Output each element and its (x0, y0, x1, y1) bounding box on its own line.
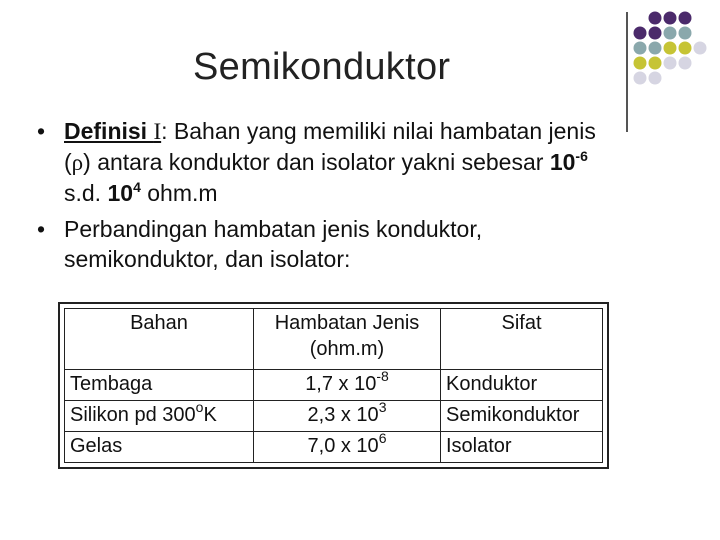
header-hambatan-jenis: Hambatan Jenis (ohm.m) (254, 309, 441, 370)
resistivity-exponent: -8 (376, 368, 389, 384)
range-separator: s.d. (64, 180, 108, 206)
cell-sifat: Konduktor (441, 370, 603, 401)
range-low-exponent: -6 (575, 148, 588, 164)
table-row (65, 401, 603, 432)
decorative-dot (679, 57, 692, 70)
kelvin-unit: K (203, 404, 217, 426)
cell-resistivity (254, 401, 441, 432)
cell-bahan: Tembaga (65, 370, 254, 401)
resistivity-exponent: 3 (378, 399, 387, 415)
bullet-list (34, 116, 604, 280)
cell-bahan (65, 401, 254, 432)
resistivity-table (64, 308, 603, 463)
range-high-base: 10 (107, 180, 134, 206)
table-row (65, 370, 603, 401)
cell-resistivity (254, 432, 441, 463)
range-unit: ohm.m (140, 180, 218, 206)
decorative-dot (649, 72, 662, 85)
page-title: Semikonduktor (193, 46, 451, 88)
table-header-row (65, 309, 603, 370)
decorative-dot (634, 57, 647, 70)
comparison-text: Perbandingan hambatan jenis konduktor, semikonduktor, dan isolator: (64, 216, 483, 272)
definition-term: Definisi (64, 118, 154, 144)
bullet-dot: • (37, 216, 46, 242)
decorative-dot (694, 42, 707, 55)
resistivity-base: 7,0 x 10 (307, 435, 379, 457)
decorative-vertical-line (626, 12, 628, 132)
resistivity-table-frame (58, 302, 609, 469)
cell-sifat: Isolator (441, 432, 603, 463)
header-bahan: Bahan (65, 309, 254, 370)
cell-bahan: Gelas (65, 432, 254, 463)
decorative-dot (664, 57, 677, 70)
decorative-dot (649, 27, 662, 40)
decorative-dot (634, 27, 647, 40)
decorative-dot (634, 72, 647, 85)
rho-symbol: ρ (71, 150, 84, 175)
decorative-dot (679, 27, 692, 40)
decorative-dot (649, 12, 662, 25)
table-row (65, 432, 603, 463)
decorative-dot (649, 57, 662, 70)
decorative-dot (679, 42, 692, 55)
bullet-definition (34, 116, 604, 208)
resistivity-exponent: 6 (378, 430, 387, 446)
definition-text-1: : Bahan yang memiliki nilai hambatan jenis ( (64, 118, 596, 175)
range-high-exponent: 4 (133, 179, 141, 195)
definition-roman-numeral: I (153, 119, 162, 144)
decorative-dot (664, 27, 677, 40)
range-low-base: 10 (549, 149, 576, 175)
decorative-dot (634, 42, 647, 55)
decorative-dot (664, 42, 677, 55)
decorative-dot (679, 12, 692, 25)
resistivity-base: 1,7 x 10 (305, 373, 377, 395)
header-sifat: Sifat (441, 309, 603, 370)
degree-symbol: o (195, 399, 204, 415)
bullet-dot: • (37, 118, 46, 144)
definition-text-2: ) antara konduktor dan isolator yakni sebesar (83, 149, 550, 175)
bahan-text: Silikon pd 300 (70, 404, 196, 426)
bullet-comparison (34, 214, 604, 274)
cell-sifat: Semikonduktor (441, 401, 603, 432)
decorative-dot (649, 42, 662, 55)
decorative-dot (664, 12, 677, 25)
resistivity-base: 2,3 x 10 (307, 404, 379, 426)
cell-resistivity (254, 370, 441, 401)
